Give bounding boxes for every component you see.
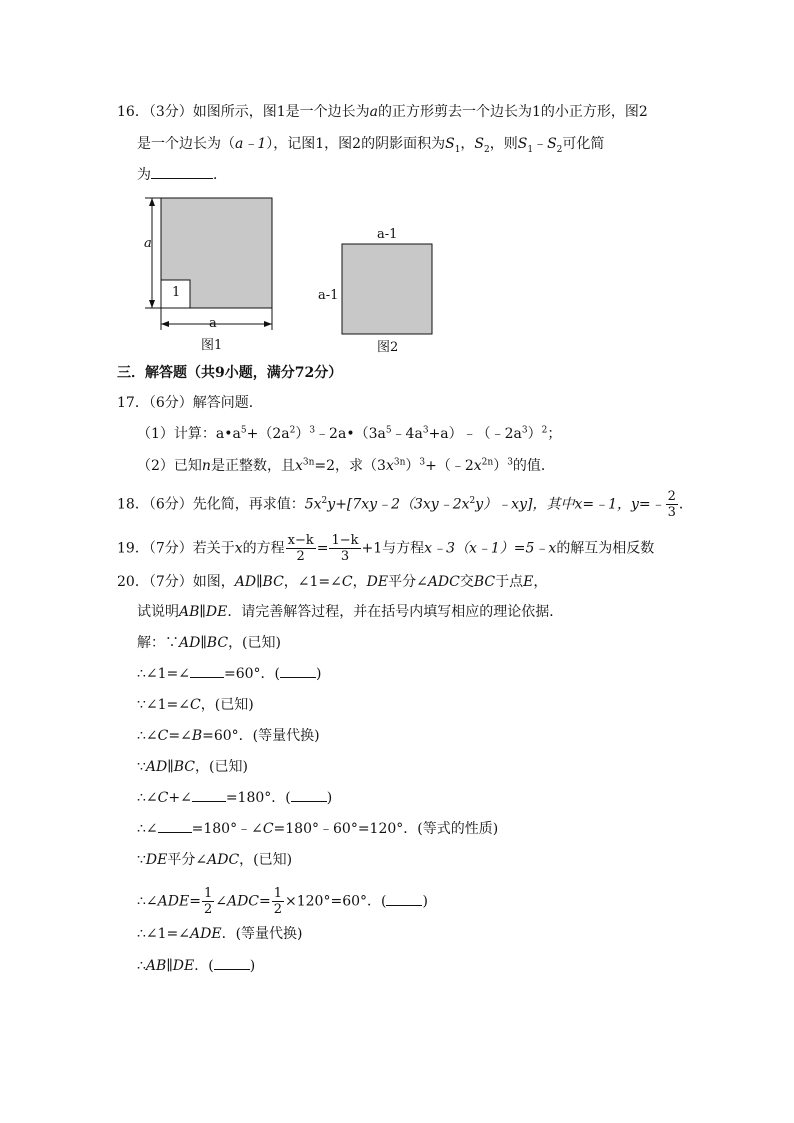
q20-step11: ∴AB∥DE．( ) <box>137 958 256 974</box>
q20-step7: ∴∠ =180°﹣∠C=180°﹣60°=120°．(等式的性质) <box>137 821 499 837</box>
fig1-label-one: 1 <box>172 285 181 300</box>
fig2-square <box>342 244 432 334</box>
q19: 19．（7分）若关于x的方程 $\frac{x-k}{2}$ = $\frac{1-k}{3}$ +1与方程x﹣3（x﹣1）=5﹣x的解互为相反数 <box>117 533 655 564</box>
arrow-left-icon <box>161 321 169 327</box>
q20-step2: ∴∠1=∠ =60°．( ) <box>137 666 322 682</box>
reason-blank[interactable] <box>386 893 422 906</box>
q16-line3: 为 ． <box>137 167 227 183</box>
arrow-down-icon <box>149 300 155 308</box>
q17-part2: （2）已知n是正整数，且$x^{3n}=2$，求$(3x^{3n})^3+(﹣2x^{2n})^3$的值． <box>137 457 555 474</box>
reason-blank[interactable] <box>291 789 327 802</box>
q20-step9: ∴∠ADE= $\frac{1}{2}$ ∠ADC= $\frac{1}{2}$ ×120°=60°．( ) <box>137 886 428 917</box>
fig2-caption: 图2 <box>377 340 399 355</box>
q16-line2: 是一个边长为（a﹣1），记图1，图2的阴影面积为$S_1$，$S_2$，则$S_1﹣S_2$可化简 <box>137 136 605 155</box>
reason-blank[interactable] <box>214 957 250 970</box>
q20-step8: ∵DE平分∠ADC，(已知) <box>137 852 293 868</box>
fig2-label-left: a-1 <box>318 288 339 303</box>
fig1-label-a-side: a <box>144 236 152 251</box>
fraction-x-minus-k: $\frac{x-k}{2}$ <box>287 533 314 564</box>
arrow-right-icon <box>264 321 272 327</box>
answer-blank[interactable] <box>151 166 213 179</box>
q20-step10: ∴∠1=∠ADE．(等量代换) <box>137 926 303 942</box>
q20-line2: 试说明AB∥DE．请完善解答过程，并在括号内填写相应的理论依据． <box>137 604 564 620</box>
q20-line1: 20．（7分）如图，AD∥BC，∠1=∠C，DE平分∠ADC交BC于点E， <box>117 574 548 590</box>
fig2-label-top: a-1 <box>377 227 398 242</box>
reason-blank[interactable] <box>280 665 316 678</box>
angle-blank[interactable] <box>192 789 226 802</box>
q18: 18．（6分）先化简，再求值：$5x^2y+[7xy﹣2(3xy﹣2x^2y)﹣xy]$，其中x=﹣1，y=﹣ $\frac{2}{3}$ ． <box>117 489 693 520</box>
section-title: 三．解答题（共9小题，满分72分） <box>117 365 343 381</box>
q20-step1: 解：∵AD∥BC，(已知) <box>137 635 281 651</box>
q20-step6: ∴∠C+∠ =180°．( ) <box>137 790 333 806</box>
angle-blank[interactable] <box>158 820 192 833</box>
fig1-caption: 图1 <box>201 338 223 353</box>
fig1-label-a-bottom: a <box>209 316 217 331</box>
arrow-up-icon <box>149 198 155 206</box>
q16-line1: 16．（3分）如图所示，图1是一个边长为a的正方形剪去一个边长为1的小正方形，图2 <box>117 104 648 120</box>
angle-blank[interactable] <box>190 665 224 678</box>
q20-step4: ∴∠C=∠B=60°．(等量代换) <box>137 728 320 744</box>
fraction-two-thirds: $\frac{2}{3}$ <box>667 489 676 520</box>
figure-2 <box>340 242 435 337</box>
fraction-one-half: $\frac{1}{2}$ <box>273 886 283 917</box>
q20-step3: ∵∠1=∠C，(已知) <box>137 697 254 713</box>
q20-step5: ∵AD∥BC，(已知) <box>137 759 248 775</box>
q17-head: 17．（6分）解答问题． <box>117 395 263 411</box>
q17-part1: （1）计算：$a•a^5+(2a^2)^3﹣2a•(3a^5﹣4a^3+a)﹣(﹣2a^3)^2$； <box>137 425 562 442</box>
fraction-one-half: $\frac{1}{2}$ <box>203 886 213 917</box>
fraction-1-minus-k: $\frac{1-k}{3}$ <box>331 533 359 564</box>
